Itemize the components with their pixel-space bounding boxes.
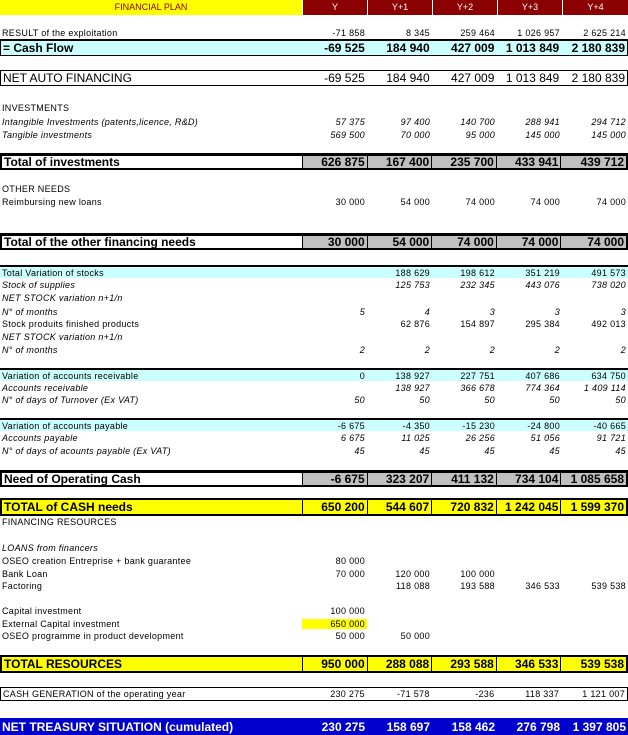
row-label: RESULT of the exploitation [2,28,118,38]
row-total-cash [0,498,628,516]
row-label: External Capital investment [2,618,120,629]
row-label: = Cash Flow [3,41,74,55]
row-tangible [0,129,628,141]
cell-y: -6 675 [337,420,365,431]
cell-y3: 51 056 [530,433,560,443]
row-loans-h [0,542,628,554]
cell-y: 30 000 [302,236,367,248]
row-cashflow [0,39,628,56]
cell-y3: 346 533 [525,581,560,591]
row-label: N° of months [2,345,58,355]
cell-y4: 1 409 114 [583,383,626,393]
row-need-op [0,470,628,487]
cell-y3: 433 941 [496,156,561,168]
row-label: NET STOCK variation n+1/n [2,332,123,342]
cell-y: 2 [359,345,365,355]
row-label: TOTAL of CASH needs [4,500,133,514]
cell-y4: 491 573 [591,267,626,278]
cell-y3: 1 013 849 [505,41,560,55]
row-ar-days [0,394,628,406]
row-label: Stock of supplies [2,280,76,290]
cell-y2: 198 612 [460,267,495,278]
row-netauto [0,70,628,86]
row-label: CASH GENERATION of the operating year [3,689,186,699]
cell-y: 50 [354,395,365,405]
cell-y3: 3 [554,307,560,317]
row-net-stock2 [0,331,628,343]
cell-y1: 188 629 [395,267,430,278]
cell-y3: 74 000 [530,197,560,207]
cell-y4: 2 180 839 [571,71,626,85]
cell-y1: 62 876 [400,319,430,329]
cell-y3: 1 242 045 [496,500,561,514]
cell-y4: 634 750 [591,370,626,381]
cell-y2: -236 [475,689,495,699]
cell-y1: 167 400 [367,156,432,168]
row-label: OSEO programme in product development [2,631,184,641]
cell-y4: 74 000 [560,236,626,248]
cell-y4: 294 712 [591,117,626,127]
cell-y4: 45 [615,446,626,456]
cell-y4: 145 000 [591,130,626,140]
cell-y: 230 275 [330,689,365,699]
row-intangible [0,116,628,128]
cell-y4: 539 538 [591,581,626,591]
cell-y3: 443 076 [525,280,560,290]
cell-y1: 8 345 [405,28,430,38]
cell-y3: 276 798 [516,719,560,734]
cell-y: 650 200 [302,500,367,514]
row-label: Variation of accounts receivable [2,370,139,381]
row-net-treasury [0,718,628,735]
row-ap [0,432,628,444]
row-label: Bank Loan [2,569,48,579]
row-label: N° of months [2,307,58,317]
row-var-ar [0,368,628,381]
cell-y3: 2 [554,345,560,355]
cell-y2: 74 000 [465,197,495,207]
cell-y3: -24 800 [527,420,560,431]
cell-y4: 2 [620,345,626,355]
cell-y4: -40 665 [593,420,626,431]
row-label: Tangible investments [2,130,93,140]
cell-y2: 45 [484,446,495,456]
cell-y4: 50 [615,395,626,405]
cell-y2: 720 832 [431,500,496,514]
cell-y2: 232 345 [460,280,495,290]
row-other-h [0,183,628,195]
cell-y: -69 525 [324,41,365,55]
row-label: INVESTMENTS [2,102,70,113]
cell-y1: 70 000 [400,130,430,140]
cell-y2: 140 700 [460,117,495,127]
cell-y1: 138 927 [395,383,430,393]
col-header-y1: Y+1 [367,0,432,15]
cell-y: 80 000 [335,556,365,566]
cell-y: 70 000 [335,569,365,579]
cell-y: 0 [359,370,365,381]
cell-y: 50 000 [335,631,365,641]
cell-y4: 492 013 [591,319,626,329]
cell-y2: 427 009 [451,41,495,55]
cell-y3: 734 104 [496,473,561,485]
row-result [0,27,628,39]
cell-y3: 45 [549,446,560,456]
row-fin-res-h [0,516,628,528]
row-label: OSEO creation Entreprise + bank guarantee [2,556,192,566]
cell-y4: 91 721 [596,433,626,443]
cell-y1: 158 697 [386,719,430,734]
row-label: Total of the other financing needs [2,236,302,248]
cell-y: 626 875 [302,156,367,168]
row-oseo-prog [0,630,628,642]
row-capital [0,605,628,617]
cell-y2: 50 [484,395,495,405]
row-investments-h [0,102,628,113]
cell-y2: 193 588 [460,581,495,591]
col-header-y4: Y+4 [562,0,628,15]
cell-y3: 1 013 849 [505,71,560,85]
cell-y2: 95 000 [465,130,495,140]
cell-y2: 427 009 [451,71,495,85]
cell-y: -69 525 [324,71,365,85]
row-label: Reimbursing new loans [2,197,102,207]
cell-y: -6 675 [302,473,367,485]
cell-y1: 97 400 [400,117,430,127]
cell-y1: 125 753 [395,280,430,290]
cell-y1: 184 940 [386,41,430,55]
row-ext-capital [0,617,628,630]
cell-y3: 346 533 [496,657,561,671]
cell-y: 6 675 [340,433,365,443]
cell-y2: 366 678 [460,383,495,393]
cell-y4: 539 538 [560,657,626,671]
cell-y4: 1 599 370 [560,500,626,514]
row-months2 [0,344,628,356]
cell-y2: 3 [489,307,495,317]
cell-y2: 293 588 [431,657,496,671]
cell-y3: 351 219 [525,267,560,278]
row-label: TOTAL RESOURCES [4,657,123,671]
cell-y1: 11 025 [401,433,430,443]
row-label: FINANCING RESOURCES [2,517,117,527]
cell-y1: 288 088 [367,657,432,671]
cell-y1: 118 088 [396,581,430,591]
cell-y1: 50 000 [400,631,430,641]
cell-y1: 544 607 [367,500,432,514]
cell-y1: 120 000 [395,569,430,579]
row-oseo [0,555,628,567]
cell-y1: 2 [424,345,430,355]
cell-y2: 259 464 [460,28,495,38]
row-bank [0,568,628,580]
cell-y3: 774 364 [525,383,560,393]
cell-y4: 2 625 214 [583,28,626,38]
cell-y: 650 000 [302,619,367,629]
row-ap-days [0,445,628,457]
cell-y2: 158 462 [451,719,495,734]
cell-y4: 1 397 805 [572,719,626,734]
cell-y1: -71 578 [397,689,430,699]
cell-y1: 323 207 [367,473,432,485]
cell-y2: 154 897 [460,319,495,329]
cell-y3: 50 [549,395,560,405]
cell-y: 950 000 [302,657,367,671]
cell-y2: 411 132 [431,473,496,485]
row-label: Intangible Investments (patents,licence, R&D) [2,117,199,127]
cell-y1: 54 000 [367,236,432,248]
row-label: Capital investment [2,606,82,616]
header-row [0,0,628,15]
row-factoring [0,580,628,592]
row-total-inv [0,153,628,170]
cell-y4: 738 020 [591,280,626,290]
cell-y3: 74 000 [496,236,561,248]
row-label: N° of days of Turnover (Ex VAT) [2,395,139,405]
cell-y2: 26 256 [465,433,495,443]
cell-y: 30 000 [335,197,365,207]
cell-y1: 4 [424,307,430,317]
cell-y3: 118 337 [525,689,560,699]
row-label: OTHER NEEDS [2,184,71,194]
row-total-res [0,655,628,673]
cell-y: 5 [359,307,365,317]
cell-y1: 45 [419,446,430,456]
cell-y4: 3 [620,307,626,317]
cell-y: 100 000 [330,606,365,616]
cell-y4: 439 712 [560,156,626,168]
cell-y2: 227 751 [460,370,495,381]
row-label: NET AUTO FINANCING [3,71,132,85]
row-reimb [0,196,628,208]
row-total-var-stocks [0,265,628,278]
cell-y1: 138 927 [395,370,430,381]
cell-y1: 54 000 [400,197,430,207]
row-label: Stock produits finished products [2,319,140,329]
cell-y3: 407 686 [525,370,560,381]
row-stock-supplies [0,279,628,291]
row-label: Accounts payable [2,433,78,443]
cell-y2: 235 700 [431,156,496,168]
row-stock-fin [0,318,628,330]
cell-y2: 100 000 [460,569,495,579]
row-label: Total of investments [2,156,302,168]
cell-y3: 295 384 [525,319,560,329]
row-total-other [0,233,628,250]
row-label: Factoring [2,581,43,591]
cell-y4: 1 121 007 [582,689,626,699]
cell-y3: 288 941 [525,117,560,127]
row-label: Variation of accounts payable [2,420,129,431]
col-header-y2: Y+2 [432,0,497,15]
row-label: Total Variation of stocks [2,267,104,278]
row-label: NET TREASURY SITUATION (cumulated) [2,719,234,734]
cell-y: 57 375 [335,117,365,127]
row-label: Need of Operating Cash [2,473,302,485]
cell-y: 230 275 [321,719,365,734]
row-label: Accounts receivable [2,383,89,393]
row-ar [0,382,628,394]
cell-y3: 145 000 [525,130,560,140]
row-months1 [0,306,628,318]
row-var-ap [0,418,628,431]
cell-y1: -4 350 [402,420,430,431]
row-label: LOANS from financers [2,543,99,553]
cell-y1: 184 940 [386,71,430,85]
plan-title: FINANCIAL PLAN [0,0,302,15]
cell-y4: 74 000 [596,197,626,207]
cell-y2: -15 230 [462,420,495,431]
row-label: NET STOCK variation n+1/n [2,293,123,303]
row-net-stock1 [0,292,628,304]
cell-y: -71 858 [332,28,365,38]
cell-y2: 74 000 [431,236,496,248]
row-label: N° of days of acounts payable (Ex VAT) [2,446,171,456]
row-cash-gen [0,687,628,701]
cell-y4: 2 180 839 [571,41,626,55]
cell-y1: 50 [419,395,430,405]
cell-y: 569 500 [330,130,365,140]
cell-y2: 2 [489,345,495,355]
cell-y4: 1 085 658 [560,473,626,485]
col-header-y: Y [302,0,367,15]
cell-y3: 1 026 957 [517,28,560,38]
cell-y: 45 [354,446,365,456]
col-header-y3: Y+3 [497,0,562,15]
